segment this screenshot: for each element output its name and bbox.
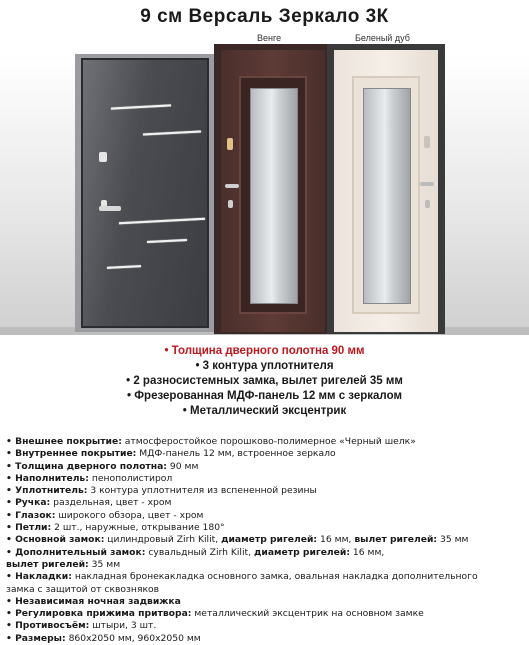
door-handle-icon [225, 184, 239, 188]
feature-item: • Фрезерованная МДФ-панель 12 мм с зеркалом [127, 390, 402, 402]
spec-row [6, 461, 526, 473]
spec-value: 3 контура уплотнителя из вспененной резины [87, 485, 317, 497]
spec-label: • Регулировка прижима притвора: [6, 608, 192, 620]
spec-value: 2 шт., наружные, открывание 180° [51, 522, 225, 534]
spec-value: широкого обзора, цвет - хром [55, 509, 204, 521]
door-stripe [107, 265, 141, 269]
spec-value: цилиндровый Zirh Kilit, [104, 534, 222, 546]
key-features-list [0, 344, 529, 419]
spec-value: 35 мм [88, 558, 121, 570]
door-stripe [147, 239, 187, 243]
mirror-icon [363, 88, 411, 304]
door-handle-icon [420, 182, 434, 186]
spec-value: штыри, 3 шт. [89, 620, 157, 632]
door-handle-icon [99, 206, 121, 211]
feature-item: • Толщина дверного полотна 90 мм [164, 345, 365, 357]
spec-row [6, 633, 526, 645]
spec-value: МДФ-панель 12 мм, встроенное зеркало [136, 448, 336, 460]
spec-row [6, 473, 526, 485]
spec-value: 16 мм, [317, 534, 355, 546]
spec-row [6, 620, 526, 632]
spec-row [6, 584, 526, 596]
spec-label: • Толщина дверного полотна: [6, 460, 167, 472]
spec-row [6, 596, 526, 608]
spec-label: • Наполнитель: [6, 472, 89, 484]
feature-item: • Металлический эксцентрик [182, 405, 347, 417]
door-stripe [111, 104, 171, 109]
spec-label: • Внутреннее покрытие: [6, 448, 137, 460]
spec-row [6, 534, 526, 546]
spec-row [6, 547, 526, 559]
spec-label: • Ручка: [6, 497, 51, 509]
white-oak-door-image [334, 50, 438, 332]
keyhole-icon [425, 200, 430, 208]
exterior-door-image [81, 58, 209, 328]
venge-door-panel [239, 76, 307, 314]
spec-value: 35 мм [437, 534, 469, 546]
spec-row [6, 522, 526, 534]
variant-label-venge: Венге [257, 33, 282, 43]
spec-label: • Накладки: [6, 571, 72, 583]
spec-label: • Размеры: [6, 632, 66, 644]
lock-plate-icon [227, 138, 233, 150]
spec-value: накладная бронекакладка основного замка, овальная накладка дополнительного [71, 571, 478, 583]
lock-plate-icon [424, 136, 430, 148]
spec-label: • Петли: [6, 522, 52, 534]
spec-row [6, 497, 526, 509]
door-stripe [119, 218, 205, 224]
specifications-list [6, 436, 526, 645]
white-oak-door-panel [352, 76, 420, 314]
spec-label: • Дополнительный замок: [6, 546, 146, 558]
spec-row [6, 436, 526, 448]
spec-label: диаметр ригелей: [221, 534, 318, 546]
spec-row [6, 559, 526, 571]
spec-label: • Уплотнитель: [6, 485, 88, 497]
feature-item: • 3 контура уплотнителя [195, 360, 334, 372]
spec-label: • Внешнее покрытие: [6, 436, 122, 447]
spec-label: вылет ригелей: [6, 558, 89, 570]
spec-row [6, 448, 526, 460]
spec-label: • Глазок: [6, 509, 56, 521]
keyhole-icon [228, 200, 233, 208]
variant-label-white-oak: Беленый дуб [355, 33, 410, 43]
spec-label: вылет ригелей: [354, 534, 438, 546]
spec-value: атмосферостойкое порошково-полимерное «Черный шелк» [121, 436, 416, 447]
spec-label: • Независимая ночная задвижка [6, 595, 181, 607]
spec-value: сувальдный Zirh Kilit, [145, 546, 254, 558]
spec-label: • Противосъём: [6, 620, 90, 632]
feature-item: • 2 разносистемных замка, вылет ригелей 35 мм [126, 375, 403, 387]
spec-value: раздельная, цвет - хром [50, 497, 172, 509]
spec-label: диаметр ригелей: [253, 546, 351, 558]
spec-value: 16 мм, [350, 546, 385, 558]
spec-row [6, 485, 526, 497]
spec-row [6, 510, 526, 522]
spec-label: • Основной замок: [6, 534, 105, 546]
spec-value: пенополистирол [88, 472, 173, 484]
spec-value: замка с защитой от сквозняков [6, 583, 160, 595]
door-stripe [143, 130, 201, 135]
spec-row [6, 608, 526, 620]
venge-door-image [221, 50, 325, 332]
upper-lock-icon [99, 152, 107, 162]
spec-value: 90 мм [166, 460, 199, 472]
product-title: 9 см Версаль Зеркало 3К [140, 6, 389, 27]
spec-value: 860x2050 мм, 960x2050 мм [65, 632, 201, 644]
spec-value: металлический эксцентрик на основном замке [191, 608, 424, 620]
spec-row [6, 571, 526, 583]
mirror-icon [250, 88, 298, 304]
